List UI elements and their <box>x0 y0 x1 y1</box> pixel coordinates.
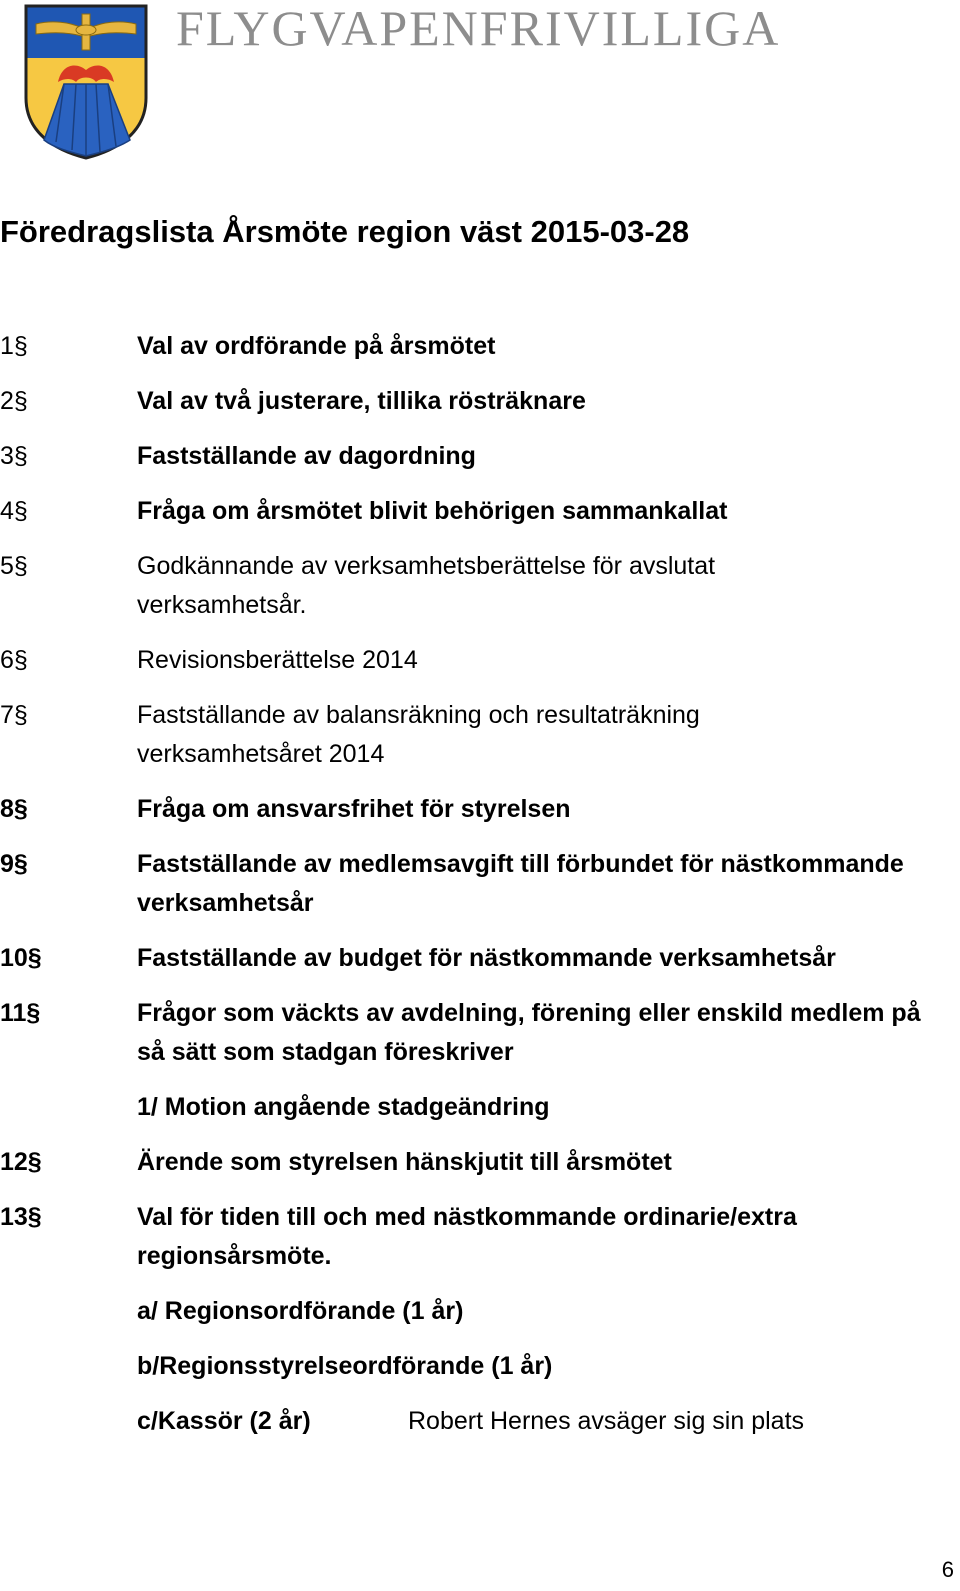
agenda-item-number: 8§ <box>0 795 28 823</box>
agenda-item-text: Fastställande av medlemsavgift till förbundet för nästkommande <box>137 850 904 878</box>
agenda-item-text: Frågor som väckts av avdelning, förening eller enskild medlem på <box>137 999 921 1027</box>
agenda-subitem-kassor-note: Robert Hernes avsäger sig sin plats <box>408 1407 805 1435</box>
agenda-item-text: verksamhetsår <box>137 889 314 917</box>
agenda-subitem-kassor: c/Kassör (2 år) <box>137 1407 311 1435</box>
agenda-item-number: 5§ <box>0 552 28 580</box>
agenda-item-number: 3§ <box>0 442 28 470</box>
agenda-item-text: Fastställande av balansräkning och resultaträkning <box>137 701 700 729</box>
organization-name: FLYGVAPENFRIVILLIGA <box>176 0 781 56</box>
agenda-item-number: 11§ <box>0 999 41 1027</box>
agenda-item-text: Fråga om ansvarsfrihet för styrelsen <box>137 795 571 823</box>
agenda-item-text: Fastställande av budget för nästkommande verksamhetsår <box>137 944 836 972</box>
agenda-item-text: Godkännande av verksamhetsberättelse för avslutat <box>137 552 716 580</box>
flygvapenfrivilliga-shield-emblem-icon <box>22 2 150 160</box>
agenda-item-text: så sätt som stadgan föreskriver <box>137 1038 514 1066</box>
agenda-item-number: 13§ <box>0 1203 42 1231</box>
agenda-item-text: Val av ordförande på årsmötet <box>137 332 496 360</box>
agenda-item-text: Val av två justerare, tillika rösträknare <box>137 387 586 415</box>
agenda-item-number: 12§ <box>0 1148 42 1176</box>
agenda-item-text: verksamhetsår. <box>137 591 307 619</box>
agenda-item-text: Fastställande av dagordning <box>137 442 476 470</box>
agenda-subitem-regionsstyrelseordforande: b/Regionsstyrelseordförande (1 år) <box>137 1352 553 1380</box>
agenda-subitem-regionsordforande: a/ Regionsordförande (1 år) <box>137 1297 464 1325</box>
agenda-item-number: 6§ <box>0 646 28 674</box>
agenda-item-text: Fråga om årsmötet blivit behörigen sammankallat <box>137 497 728 525</box>
agenda-item-number: 7§ <box>0 701 28 729</box>
agenda-item-number: 10§ <box>0 944 42 972</box>
page-number: 6 <box>941 1557 954 1582</box>
agenda-item-text: Ärende som styrelsen hänskjutit till årsmötet <box>137 1148 672 1176</box>
agenda-item-text: Revisionsberättelse 2014 <box>137 646 418 674</box>
agenda-item-text: verksamhetsåret 2014 <box>137 740 385 768</box>
agenda-item-text: Val för tiden till och med nästkommande ordinarie/extra <box>137 1203 797 1231</box>
agenda-item-number: 4§ <box>0 497 28 525</box>
agenda-item-text: regionsårsmöte. <box>137 1242 332 1270</box>
agenda-item-number: 2§ <box>0 387 28 415</box>
agenda-item-number: 9§ <box>0 850 28 878</box>
document-title: Föredragslista Årsmöte region väst 2015-03-28 <box>0 214 690 249</box>
agenda-subitem-motion: 1/ Motion angående stadgeändring <box>137 1093 550 1121</box>
agenda-item-number: 1§ <box>0 332 28 360</box>
